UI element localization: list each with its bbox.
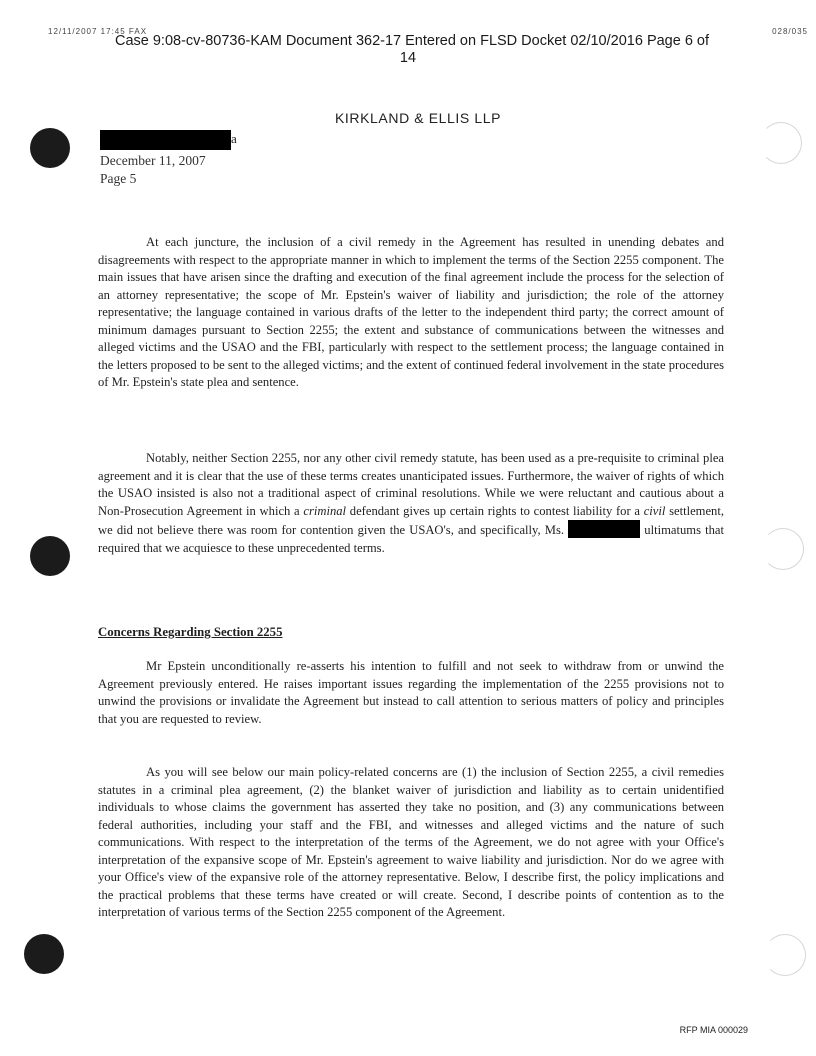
paragraph-4: As you will see below our main policy-related concerns are (1) the inclusion of Section 2255, a civil remedies statutes in a criminal plea agreement, (2) the blanket waiver of jurisdiction and liability as to certain unidentified individuals to whose claims the government has asserted they take no position, and (3) any communications between federal authorities, including your staff and the FBI, and witnesses and alleged victims and the nature of such communications. With respect to the interpretation of the terms of the Agreement, we do not agree with your Office's interpretation of the expansive scope of Mr. Epstein's agreement to waive liability and jurisdiction. Nor do we agree with your Office's view of the expansive role of the attorney representative. Below, I describe first, the policy implications and the practical problems that these terms have created or will create. Second, I describe points of contention as to the interpretation of various terms of the Section 2255 component of the Agreement. — [98, 765, 724, 919]
emphasis-civil: civil — [643, 503, 666, 518]
paragraph-2-text-c: settlement, we did not believe there was room for contention given the USAO's, and specifically, Ms. — [98, 503, 725, 537]
letter-date: December 11, 2007 — [100, 153, 206, 168]
punch-hole-icon — [30, 536, 70, 576]
court-stamp-line-2: 14 — [399, 50, 417, 66]
paragraph-2-text-b: defendant gives up certain rights to contest liability for a — [346, 503, 644, 518]
emphasis-criminal: criminal — [303, 503, 347, 518]
fax-header-left: 12/11/2007 17:45 FAX — [48, 27, 148, 36]
fax-header-right: 028/035 — [772, 27, 808, 36]
addressee-visible-tail: a — [231, 131, 237, 146]
punch-hole-icon — [24, 934, 64, 974]
court-filing-stamp — [0, 33, 816, 67]
paragraph-3: Mr Epstein unconditionally re-asserts his intention to fulfill and not seek to withdraw from or unwind the Agreement previously entered. He raises important issues regarding the implementation of the 2255 provisions not to unwind the provisions or invalidate the Agreement but instead to call attention to serious matters of policy and principles that you are requested to review. — [98, 659, 724, 726]
paragraph-2-text-a: Notably, neither Section 2255, nor any other civil remedy statute, has been used as a pre-requisite to criminal plea agreement and it is clear that the use of these terms creates unanticipated issues. Furthermore, the waiver of rights of which the USAO insisted is also not a traditional aspect of criminal resolutions. While we were reluctant and cautious about a Non-Prosecution Agreement in which a — [98, 451, 724, 518]
firm-letterhead: KIRKLAND & ELLIS LLP — [334, 110, 502, 126]
letter-page-label: Page 5 — [100, 171, 137, 186]
letter-date-block — [100, 152, 206, 188]
paragraph-1: At each juncture, the inclusion of a civil remedy in the Agreement has resulted in unending debates and disagreements with respect to the appropriate manner in which to implement the terms of the Section 2255 component. The main issues that have arisen since the drafting and execution of the final agreement include the process for the selection of an attorney representative; the scope of Mr. Epstein's waiver of liability and jurisdiction; the role of the attorney representative; the language contained in various drafts of the letter to the independent third party; the correct amount of minimum damages pursuant to Section 2255; the extent and substance of communications between the witnesses and alleged victims and the USAO and the FBI, particularly with respect to the settlement process; the language contained in the letters proposed to be sent to the alleged victims; and the extent of continued federal involvement in the state procedures of Mr. Epstein's state plea and sentence. — [98, 235, 724, 389]
punch-hole-shadow-icon — [760, 122, 802, 164]
redacted-addressee — [100, 130, 231, 150]
punch-hole-icon — [30, 128, 70, 168]
punch-hole-shadow-icon — [764, 934, 806, 976]
section-heading: Concerns Regarding Section 2255 — [98, 625, 283, 639]
redacted-name — [568, 520, 640, 538]
paragraph-2-text-d: ultimatums that required that we acquiesce to these unprecedented terms. — [98, 523, 724, 555]
court-stamp-line-1: Case 9:08-cv-80736-KAM Document 362-17 Entered on FLSD Docket 02/10/2016 Page 6 of — [114, 33, 710, 49]
paragraph-2 — [98, 450, 724, 557]
bates-number: RFP MIA 000029 — [679, 1025, 748, 1035]
punch-hole-shadow-icon — [762, 528, 804, 570]
